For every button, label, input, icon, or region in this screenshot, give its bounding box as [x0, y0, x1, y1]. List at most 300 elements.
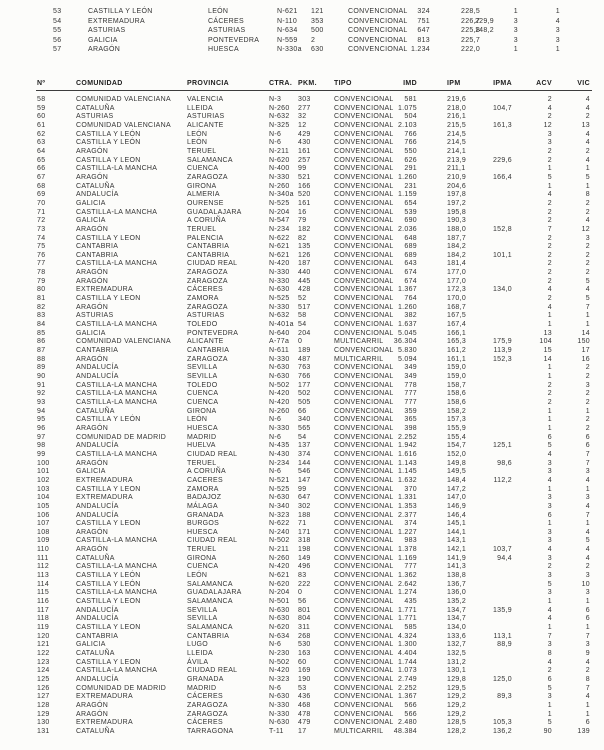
cell-num: 131	[37, 727, 50, 735]
cell-tipo: CONVENCIONAL	[334, 546, 394, 554]
cell-ipm: 136,0	[447, 589, 467, 597]
cell-imd: 1.616	[397, 450, 417, 458]
cell-ctra: N-630	[269, 364, 290, 372]
cell-pkm: 318	[298, 537, 311, 545]
cell-comunidad: CANTABRIA	[76, 243, 119, 251]
cell-comunidad: ARAGÓN	[76, 355, 109, 363]
cell-imd: 1.942	[397, 442, 417, 450]
cell-ipm: 152,0	[447, 450, 467, 458]
cell-acv: 15	[543, 347, 552, 355]
cell-provincia: SEVILLA	[187, 364, 218, 372]
cell-comunidad: CASTILLA-LA MANCHA	[76, 390, 158, 398]
cell-tipo: CONVENCIONAL	[334, 658, 394, 666]
table-row	[0, 486, 604, 495]
cell-num: 102	[37, 476, 50, 484]
cell-num: 106	[37, 511, 50, 519]
cell-vic: 3	[555, 27, 560, 34]
cell-acv: 4	[547, 450, 552, 458]
cell-ipm: 135,2	[447, 598, 467, 606]
cell-acv: 7	[547, 632, 552, 640]
cell-tipo: CONVENCIONAL	[334, 96, 394, 103]
cell-acv: 1	[547, 165, 552, 173]
cell-vic: 4	[585, 286, 590, 294]
cell-pkm: 630	[311, 46, 324, 53]
cell-tipo: CONVENCIONAL	[334, 615, 394, 623]
cell-vic: 7	[585, 684, 590, 692]
cell-tipo: CONVENCIONAL	[334, 173, 394, 181]
cell-ctra: N-260	[269, 407, 290, 415]
cell-ctra: N-620	[269, 624, 290, 632]
cell-pkm: 478	[298, 710, 311, 718]
cell-comunidad: ANDALUCÍA	[76, 511, 119, 519]
cell-tipo: CONVENCIONAL	[334, 701, 394, 709]
cell-ctra: N-630	[269, 373, 290, 380]
cell-ipm: 147,2	[447, 485, 467, 493]
cell-num: 111	[37, 554, 49, 562]
cell-num: 55	[53, 27, 62, 34]
cell-vic: 4	[585, 96, 590, 103]
cell-pkm: 56	[298, 598, 307, 606]
cell-imd: 4.404	[397, 650, 417, 657]
cell-ctra: N-621	[269, 572, 290, 580]
cell-ipm: 138,8	[447, 572, 467, 580]
cell-ipm: 134,7	[447, 615, 467, 623]
cell-acv: 5	[547, 684, 552, 692]
cell-tipo: CONVENCIONAL	[334, 269, 394, 277]
cell-imd: 1.744	[397, 658, 417, 666]
table-header	[0, 78, 604, 90]
cell-pkm: 440	[298, 269, 311, 277]
cell-provincia: CÁCERES	[187, 693, 223, 701]
cell-vic: 12	[581, 225, 590, 233]
cell-imd: 504	[404, 113, 417, 121]
cell-pkm: 99	[298, 485, 307, 493]
cell-acv: 2	[547, 96, 552, 103]
cell-ipm: 129,8	[447, 675, 467, 683]
table-row	[0, 209, 604, 218]
cell-tipo: CONVENCIONAL	[334, 632, 394, 640]
cell-ipm: 204,6	[447, 182, 467, 190]
cell-num: 94	[37, 407, 46, 415]
cell-ipma: 103,7	[492, 546, 512, 554]
cell-comunidad: CASTILLA-LA MANCHA	[76, 260, 158, 268]
cell-ipm: 129,2	[447, 701, 467, 709]
cell-provincia: BURGOS	[187, 520, 220, 528]
cell-num: 53	[53, 8, 62, 15]
cell-provincia: TERUEL	[187, 225, 217, 233]
table-row	[0, 416, 604, 425]
cell-tipo: CONVENCIONAL	[334, 528, 394, 536]
cell-ipm: 154,7	[447, 442, 467, 450]
cell-comunidad: CASTILLA-LA MANCHA	[76, 321, 158, 329]
cell-imd: 5.045	[397, 329, 417, 337]
cell-vic: 4	[585, 476, 590, 484]
cell-pkm: 163	[298, 650, 311, 657]
cell-num: 64	[37, 147, 46, 155]
cell-ctra: N-620	[269, 580, 290, 588]
cell-ipm: 133,6	[447, 632, 467, 640]
cell-comunidad: ANDALUCÍA	[76, 502, 119, 510]
cell-vic: 4	[585, 139, 590, 147]
cell-ipm: 147,0	[447, 494, 467, 502]
cell-provincia: ZAMORA	[187, 485, 219, 493]
cell-num: 70	[37, 199, 46, 207]
cell-comunidad: ARAGÓN	[76, 424, 109, 432]
cell-imd: 5.830	[397, 347, 417, 355]
cell-imd: 370	[404, 485, 417, 493]
cell-provincia: ASTURIAS	[187, 312, 225, 320]
table-row	[0, 183, 604, 192]
cell-ipma: 125,1	[492, 442, 512, 450]
col-header-ipma: IPMA	[493, 80, 512, 87]
cell-provincia: SALAMANCA	[187, 580, 233, 588]
cell-ipm: 132,7	[447, 641, 467, 649]
cell-tipo: CONVENCIONAL	[334, 442, 394, 450]
cell-pkm: 303	[298, 96, 311, 103]
cell-acv: 1	[547, 598, 552, 606]
cell-ctra: N-502	[269, 537, 290, 545]
cell-ipm: 158,6	[447, 390, 467, 398]
table-row	[0, 468, 604, 477]
cell-acv: 6	[547, 675, 552, 683]
cell-ctra: N-323	[269, 675, 290, 683]
col-header-acv: ACV	[536, 80, 552, 87]
cell-provincia: ASTURIAS	[187, 113, 225, 121]
cell-vic: 7	[585, 511, 590, 519]
table-row	[0, 17, 604, 27]
cell-vic: 4	[585, 130, 590, 138]
col-header-pkm: PKM.	[298, 80, 317, 87]
cell-tipo: CONVENCIONAL	[334, 520, 394, 528]
cell-provincia: GIRONA	[187, 182, 217, 190]
cell-imd: 581	[404, 96, 417, 103]
cell-acv: 1	[547, 407, 552, 415]
cell-num: 110	[37, 546, 50, 554]
cell-provincia: ZARAGOZA	[187, 173, 228, 181]
cell-acv: 3	[547, 589, 552, 597]
cell-tipo: CONVENCIONAL	[334, 511, 394, 519]
cell-comunidad: CASTILLA Y LEÓN	[76, 416, 141, 424]
cell-imd: 2.103	[397, 121, 417, 129]
cell-acv: 3	[547, 494, 552, 502]
cell-provincia: LEÓN	[187, 130, 208, 138]
cell-tipo: CONVENCIONAL	[334, 606, 394, 614]
cell-pkm: 60	[298, 658, 307, 666]
cell-comunidad: ARAGÓN	[76, 701, 109, 709]
cell-ipm: 166,1	[447, 329, 467, 337]
cell-acv: 4	[547, 546, 552, 554]
cell-vic: 2	[585, 398, 590, 406]
cell-ipma: 148,2	[474, 27, 494, 34]
cell-acv: 1	[547, 416, 552, 424]
cell-provincia: SEVILLA	[187, 606, 218, 614]
table-row	[0, 260, 604, 269]
cell-ctra: N-559	[277, 36, 298, 44]
cell-tipo: CONVENCIONAL	[334, 165, 394, 173]
cell-acv: 2	[547, 147, 552, 155]
cell-ctra: N-630	[269, 286, 290, 294]
cell-vic: 2	[585, 416, 590, 424]
cell-provincia: TARRAGONA	[187, 727, 234, 735]
cell-comunidad: CASTILLA Y LEON	[76, 234, 141, 242]
cell-comunidad: CASTILLA Y LEON	[76, 295, 141, 303]
table-row	[0, 451, 604, 460]
cell-ipm: 129,5	[447, 684, 467, 692]
cell-pkm: 166	[298, 182, 311, 190]
cell-provincia: SEVILLA	[187, 373, 218, 380]
cell-tipo: CONVENCIONAL	[334, 433, 394, 441]
cell-imd: 674	[404, 277, 417, 285]
cell-imd: 231	[404, 182, 417, 190]
cell-ctra: N-330	[269, 269, 290, 277]
cell-provincia: SALAMANCA	[187, 156, 233, 164]
cell-provincia: HUESCA	[208, 46, 239, 53]
cell-ipm: 181,4	[447, 260, 467, 268]
cell-ctra: N-525	[269, 485, 290, 493]
cell-num: 127	[37, 693, 50, 701]
cell-ipm: 216,1	[447, 113, 467, 121]
cell-imd: 1.260	[397, 173, 417, 181]
cell-vic: 13	[581, 121, 590, 129]
cell-ipm: 144,1	[447, 528, 467, 536]
cell-imd: 1.227	[397, 528, 417, 536]
cell-comunidad: ANDALUCÍA	[76, 373, 119, 380]
cell-pkm: 340	[298, 416, 311, 424]
cell-ipm: 187,7	[447, 234, 467, 242]
cell-comunidad: COMUNIDAD DE MADRID	[76, 433, 167, 441]
cell-acv: 3	[547, 641, 552, 649]
cell-num: 83	[37, 312, 46, 320]
cell-provincia: OURENSE	[187, 199, 224, 207]
cell-ctra: N-401a	[269, 321, 294, 329]
cell-tipo: CONVENCIONAL	[334, 719, 394, 727]
cell-vic: 4	[585, 693, 590, 701]
cell-tipo: CONVENCIONAL	[334, 243, 394, 251]
cell-tipo: CONVENCIONAL	[334, 373, 394, 380]
cell-pkm: 12	[298, 121, 307, 129]
cell-provincia: ZARAGOZA	[187, 710, 228, 718]
cell-ipm: 225,7	[461, 36, 481, 44]
cell-pkm: 517	[298, 303, 311, 311]
cell-tipo: CONVENCIONAL	[334, 156, 394, 164]
cell-pkm: 204	[298, 329, 311, 337]
table-row	[0, 312, 604, 321]
cell-ctra: N-204	[269, 589, 290, 597]
table-fragment-top	[0, 7, 604, 55]
cell-imd: 1.771	[397, 606, 417, 614]
cell-num: 84	[37, 321, 46, 329]
table-row	[0, 494, 604, 503]
cell-tipo: CONVENCIONAL	[334, 121, 394, 129]
cell-tipo: CONVENCIONAL	[334, 502, 394, 510]
cell-provincia: BADAJOZ	[187, 494, 222, 502]
cell-provincia: LEÓN	[208, 8, 229, 15]
cell-provincia: HUELVA	[187, 442, 216, 450]
cell-num: 115	[37, 589, 50, 597]
cell-num: 118	[37, 615, 50, 623]
cell-ctra: N-630	[269, 494, 290, 502]
cell-provincia: CUENCA	[187, 390, 219, 398]
table-row	[0, 252, 604, 261]
cell-comunidad: CASTILLA Y LEON	[76, 485, 141, 493]
cell-acv: 2	[547, 208, 552, 216]
cell-imd: 566	[404, 701, 417, 709]
table-row	[0, 702, 604, 711]
cell-ctra: N-323	[269, 511, 290, 519]
cell-comunidad: CASTILLA Y LEÓN	[76, 139, 141, 147]
cell-imd: 1.771	[397, 615, 417, 623]
cell-acv: 4	[547, 104, 552, 112]
cell-imd: 766	[404, 130, 417, 138]
cell-comunidad: CASTILLA Y LEON	[76, 598, 141, 606]
cell-imd: 751	[417, 17, 430, 25]
cell-tipo: CONVENCIONAL	[334, 693, 394, 701]
cell-comunidad: CASTILLA-LA MANCHA	[76, 537, 158, 545]
cell-provincia: HUESCA	[187, 424, 218, 432]
cell-imd: 777	[404, 398, 417, 406]
cell-acv: 3	[547, 502, 552, 510]
cell-ipm: 146,4	[447, 511, 467, 519]
cell-ctra: N-640	[269, 329, 290, 337]
cell-provincia: ZARAGOZA	[187, 277, 228, 285]
cell-ipma: 104,7	[492, 104, 512, 112]
cell-acv: 4	[547, 476, 552, 484]
cell-imd: 2.036	[397, 225, 417, 233]
cell-ctra: N-634	[277, 27, 298, 34]
cell-ipm: 149,5	[447, 468, 467, 476]
cell-num: 90	[37, 373, 46, 380]
cell-imd: 1.234	[410, 46, 430, 53]
cell-num: 91	[37, 381, 46, 389]
cell-provincia: MÁLAGA	[187, 502, 218, 510]
cell-tipo: CONVENCIONAL	[334, 494, 394, 502]
cell-num: 88	[37, 355, 46, 363]
cell-ctra: N-630	[269, 606, 290, 614]
cell-ctra: A-77a	[269, 338, 290, 346]
cell-ctra: N-330	[269, 277, 290, 285]
cell-acv: 3	[547, 693, 552, 701]
table-row	[0, 286, 604, 295]
cell-ipm: 170,0	[447, 295, 467, 303]
cell-ipma: 134,0	[492, 286, 512, 294]
cell-num: 123	[37, 658, 50, 666]
cell-tipo: CONVENCIONAL	[334, 710, 394, 718]
cell-provincia: CÁCERES	[208, 17, 244, 25]
cell-acv: 4	[547, 303, 552, 311]
cell-num: 65	[37, 156, 46, 164]
cell-ipm: 159,0	[447, 364, 467, 372]
cell-ipma: 152,3	[492, 355, 512, 363]
cell-acv: 6	[547, 511, 552, 519]
cell-comunidad: GALICIA	[76, 217, 106, 225]
table-row	[0, 347, 604, 356]
cell-pkm: 54	[298, 321, 307, 329]
cell-ipm: 148,4	[447, 476, 467, 484]
cell-num: 58	[37, 96, 46, 103]
table-row	[0, 676, 604, 685]
cell-ctra: N-502	[269, 381, 290, 389]
cell-comunidad: ANDALUCÍA	[76, 442, 119, 450]
table-row	[0, 503, 604, 512]
cell-pkm: 147	[298, 476, 311, 484]
cell-ctra: N-525	[269, 295, 290, 303]
cell-ctra: N-420	[269, 390, 290, 398]
cell-comunidad: ARAGÓN	[76, 528, 109, 536]
cell-acv: 1	[547, 624, 552, 632]
col-header-provincia: PROVINCIA	[187, 80, 230, 87]
cell-imd: 1.143	[397, 459, 417, 467]
cell-provincia: GIRONA	[187, 554, 217, 562]
cell-comunidad: CATALUÑA	[76, 554, 115, 562]
cell-imd: 1.378	[397, 546, 417, 554]
cell-comunidad: GALICIA	[88, 36, 118, 44]
cell-vic: 1	[585, 701, 590, 709]
cell-acv: 4	[547, 606, 552, 614]
cell-vic: 1	[585, 710, 590, 718]
cell-comunidad: CASTILLA Y LEON	[76, 658, 141, 666]
cell-comunidad: CATALUÑA	[76, 104, 115, 112]
cell-tipo: CONVENCIONAL	[334, 641, 394, 649]
cell-ctra: N-330	[269, 701, 290, 709]
table-row	[0, 338, 604, 347]
cell-vic: 4	[585, 502, 590, 510]
cell-imd: 1.362	[397, 572, 417, 580]
cell-acv: 90	[543, 727, 552, 735]
cell-pkm: 2	[311, 36, 316, 44]
cell-imd: 689	[404, 243, 417, 251]
table-row	[0, 563, 604, 572]
cell-num: 62	[37, 130, 46, 138]
cell-tipo: CONVENCIONAL	[348, 36, 408, 44]
cell-num: 73	[37, 225, 46, 233]
cell-tipo: CONVENCIONAL	[334, 459, 394, 467]
cell-ipm: 136,7	[447, 580, 467, 588]
cell-comunidad: CASTILLA Y LEON	[76, 624, 141, 632]
cell-num: 82	[37, 303, 46, 311]
cell-num: 112	[37, 563, 50, 571]
cell-provincia: CUENCA	[187, 398, 219, 406]
cell-tipo: CONVENCIONAL	[334, 303, 394, 311]
cell-ipm: 167,5	[447, 312, 467, 320]
cell-vic: 4	[585, 156, 590, 164]
cell-provincia: GRANADA	[187, 675, 224, 683]
cell-comunidad: CATALUÑA	[76, 407, 115, 415]
cell-vic: 3	[585, 494, 590, 502]
cell-ipm: 157,3	[447, 416, 467, 424]
cell-num: 107	[37, 520, 50, 528]
cell-vic: 2	[585, 243, 590, 251]
cell-vic: 2	[585, 563, 590, 571]
cell-num: 117	[37, 606, 50, 614]
cell-vic: 7	[585, 450, 590, 458]
cell-acv: 4	[547, 286, 552, 294]
cell-num: 126	[37, 684, 50, 692]
cell-provincia: LEÓN	[187, 139, 208, 147]
cell-comunidad: ANDALUCÍA	[76, 191, 119, 199]
cell-ipma: 161,3	[492, 121, 512, 129]
cell-vic: 3	[585, 468, 590, 476]
cell-num: 116	[37, 598, 50, 606]
cell-acv: 5	[547, 173, 552, 181]
cell-pkm: 520	[298, 191, 311, 199]
cell-pkm: 502	[298, 390, 311, 398]
cell-vic: 2	[585, 364, 590, 372]
cell-pkm: 530	[298, 641, 311, 649]
cell-num: 113	[37, 572, 50, 580]
cell-provincia: ASTURIAS	[208, 27, 246, 34]
cell-vic: 139	[577, 727, 590, 735]
cell-provincia: ALMERIA	[187, 191, 220, 199]
